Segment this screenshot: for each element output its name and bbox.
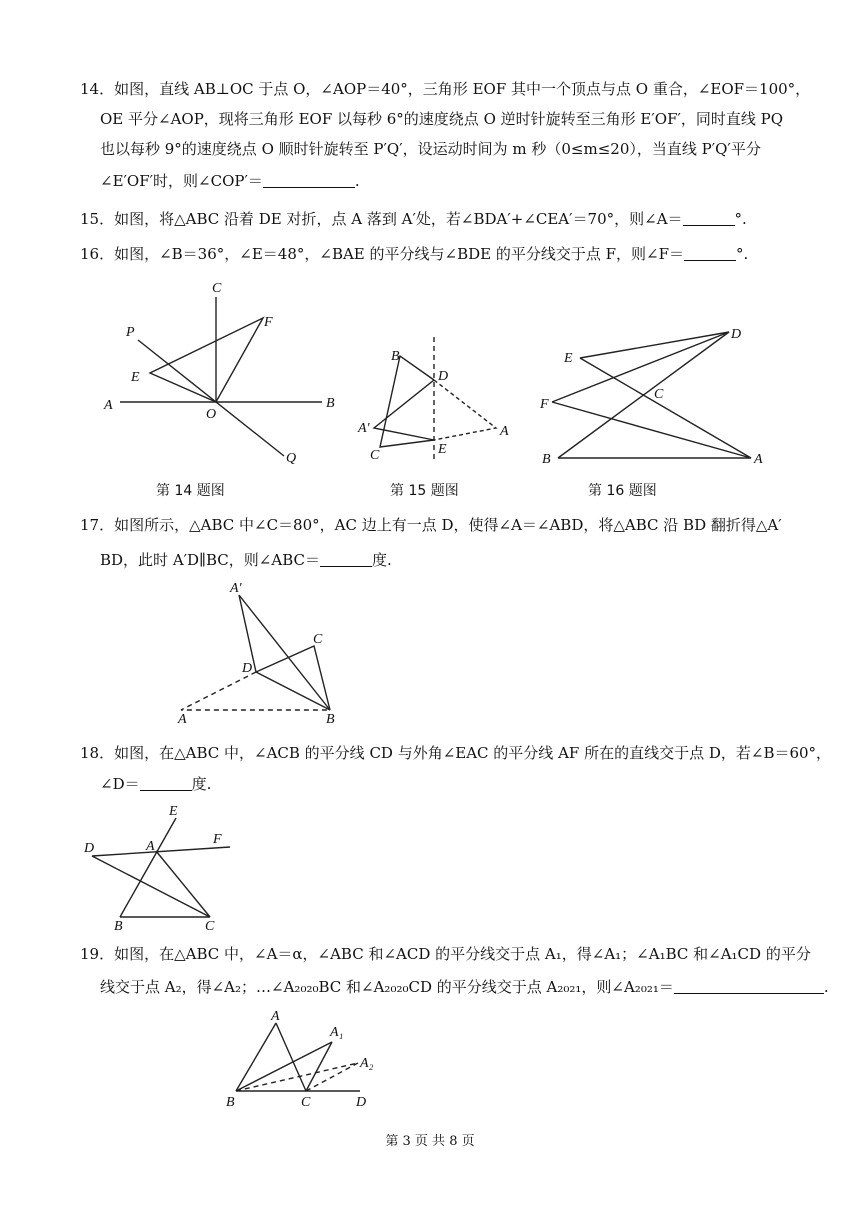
fig14-label-b: B	[326, 396, 335, 411]
fig14-label-f: F	[264, 315, 273, 330]
q16-end: °.	[736, 245, 749, 263]
fig19-label-b: B	[226, 1095, 235, 1110]
fig17-triangle-a-prime	[239, 595, 330, 710]
figure-17	[181, 595, 330, 710]
fig18-label-b: B	[114, 919, 123, 934]
fig14-label-e: E	[131, 370, 140, 385]
fig15-label-a: A	[500, 424, 509, 439]
fig18-line-ac	[156, 851, 210, 917]
fig16-label-f: F	[540, 397, 549, 412]
q17-line2-text: BD，此时 A′D∥BC，则∠ABC＝	[100, 551, 320, 569]
fig18-label-d: D	[84, 841, 95, 856]
fig16-line-ea	[580, 358, 751, 458]
fig14-triangle-eof	[150, 318, 263, 402]
fig16-label-a: A	[754, 452, 763, 467]
fig18-line-dc	[92, 856, 210, 917]
q19-line1: 19．如图，在△ABC 中，∠A＝α，∠ABC 和∠ACD 的平分线交于点 A₁，得∠A₁；∠A₁BC 和∠A₁CD 的平分	[80, 945, 811, 963]
caption-fig16: 第 16 题图	[588, 483, 657, 499]
fig18-label-e: E	[169, 804, 178, 819]
fig19-label-a1: A₁	[330, 1025, 344, 1040]
q14-line3: 也以每秒 9°的速度绕点 O 顺时针旋转至 P′Q′，设运动时间为 m 秒（0≤m≤20），当直线 P′Q′平分	[100, 140, 761, 158]
fig16-line-fa	[552, 402, 751, 458]
fig16-label-b: B	[542, 452, 551, 467]
q19-line2-end: .	[823, 978, 829, 996]
fig17-label-b: B	[326, 712, 335, 727]
q18-line2-end: 度.	[191, 775, 212, 793]
q17-line1: 17．如图所示，△ABC 中∠C＝80°，AC 边上有一点 D，使得∠A＝∠ABD，将△ABC 沿 BD 翻折得△A′	[80, 516, 782, 534]
fig14-label-p: P	[126, 325, 135, 340]
caption-fig14: 第 14 题图	[156, 483, 225, 499]
fig18-line-df	[92, 847, 230, 856]
fig19-label-a2: A₂	[360, 1056, 374, 1071]
fig16-label-c: C	[654, 387, 664, 402]
q14-line4-end: .	[354, 172, 360, 190]
fig16-line-bd	[558, 332, 729, 458]
fig14-label-a: A	[104, 398, 113, 413]
fig17-label-c: C	[313, 632, 323, 647]
fig14-label-q: Q	[286, 451, 297, 466]
q15-text: 15．如图，将△ABC 沿着 DE 对折，点 A 落到 A′处，若∠BDA′+∠CEA′＝70°，则∠A＝	[80, 210, 683, 228]
fig16-line-fd	[552, 332, 729, 402]
fig16-label-e: E	[564, 351, 573, 366]
page-footer: 第 3 页 共 8 页	[385, 1134, 475, 1149]
fig15-original-a	[434, 380, 496, 440]
q14-line2: OE 平分∠AOP，现将三角形 EOF 以每秒 6°的速度绕点 O 逆时针旋转至三角形 E′OF′，同时直线 PQ	[100, 110, 784, 128]
q15-end: °.	[734, 210, 747, 228]
q18-line2-text: ∠D＝	[100, 775, 140, 793]
fig17-label-d: D	[242, 661, 253, 676]
figure-14	[120, 297, 322, 456]
figure-16	[552, 332, 751, 458]
fig14-label-c: C	[212, 281, 222, 296]
q14-line4-text: ∠E′OF′时，则∠COP′＝	[100, 172, 263, 190]
fig16-label-d: D	[731, 327, 742, 342]
caption-fig15: 第 15 题图	[390, 483, 459, 499]
q17-line2-end: 度.	[371, 551, 392, 569]
fig15-label-b: B	[391, 349, 400, 364]
fig15-label-e: E	[438, 442, 447, 457]
fig16-line-ed	[580, 332, 729, 358]
figure-18	[92, 818, 230, 917]
fig19-line-ba2	[236, 1063, 358, 1091]
fig14-line-pq	[138, 340, 284, 456]
fig15-label-a-prime: A′	[358, 421, 370, 436]
q18-line1: 18．如图，在△ABC 中，∠ACB 的平分线 CD 与外角∠EAC 的平分线 AF 所在的直线交于点 D，若∠B＝60°，	[80, 744, 832, 762]
fig18-line-be	[120, 818, 176, 917]
q19-line2-text: 线交于点 A₂，得∠A₂；…∠A₂₀₂₀BC 和∠A₂₀₂₀CD 的平分线交于点 A₂₀₂₁，则∠A₂₀₂₁＝	[100, 978, 674, 996]
fig18-label-a: A	[146, 839, 155, 854]
q16-text: 16．如图，∠B＝36°，∠E＝48°，∠BAE 的平分线与∠BDE 的平分线交于点 F，则∠F＝	[80, 245, 685, 263]
fig15-label-c: C	[370, 448, 380, 463]
fig17-label-a: A	[178, 712, 187, 727]
fig17-original-a	[181, 672, 330, 710]
fig18-label-f: F	[213, 832, 222, 847]
fig17-label-a-prime: A′	[230, 581, 242, 596]
fig19-label-c: C	[301, 1095, 311, 1110]
fig19-label-d: D	[356, 1095, 367, 1110]
q14-line1: 14．如图，直线 AB⊥OC 于点 O，∠AOP＝40°，三角形 EOF 其中一个顶点与点 O 重合，∠EOF＝100°，	[80, 80, 811, 98]
fig15-label-d: D	[438, 369, 449, 384]
fig19-label-a: A	[271, 1009, 280, 1024]
fig18-label-c: C	[205, 919, 215, 934]
fig14-label-o: O	[206, 407, 217, 422]
